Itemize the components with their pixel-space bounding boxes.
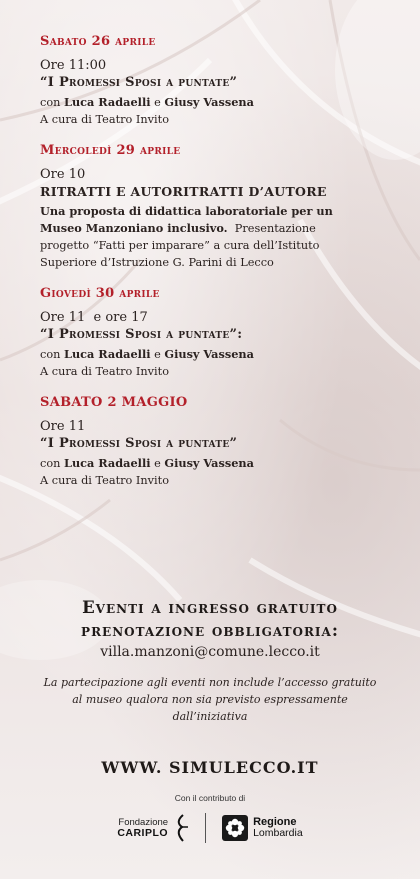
logo-divider <box>205 813 206 843</box>
regione-logo-subname: Lombardia <box>253 827 303 839</box>
booking-required-headline: prenotazione obbligatoria: <box>81 621 339 640</box>
event-item <box>40 34 385 128</box>
event-day: Giovedì 30 aprile <box>40 286 160 301</box>
cariplo-mark-icon <box>173 814 189 842</box>
event-day: SABATO 2 MAGGIO <box>40 395 188 410</box>
regione-lombardia-logo <box>222 815 303 841</box>
event-performers: con Luca Radaelli e Giusy Vassena <box>40 456 254 470</box>
cariplo-logo-name: CARIPLO <box>117 827 169 839</box>
regione-rose-icon <box>222 815 248 841</box>
event-day: Mercoledì 29 aprile <box>40 143 181 158</box>
event-item <box>40 395 385 489</box>
event-description: Una proposta di didattica laboratoriale per un <box>40 204 333 218</box>
event-description: Museo Manzoniano inclusivo. Presentazione <box>40 221 316 235</box>
booking-email-link[interactable]: villa.manzoni@comune.lecco.it <box>100 644 320 660</box>
event-performers: con Luca Radaelli e Giusy Vassena <box>40 347 254 361</box>
event-title: “I Promessi Sposi a puntate”: <box>40 327 243 342</box>
event-time: Ore 10 <box>40 167 86 182</box>
sponsor-logos <box>0 813 420 843</box>
event-performers: con Luca Radaelli e Giusy Vassena <box>40 95 254 109</box>
cariplo-logo-small-text: Fondazione <box>118 817 169 828</box>
event-title: “I Promessi Sposi a puntate” <box>40 436 238 451</box>
flyer-footer <box>0 596 420 843</box>
website-link[interactable]: WWW. SIMULECCO.IT <box>101 758 319 777</box>
event-list <box>40 34 385 504</box>
event-curated: A cura di Teatro Invito <box>40 474 169 487</box>
event-description: Superiore d’Istruzione G. Parini di Lecco <box>40 256 274 269</box>
event-time: Ore 11:00 <box>40 58 107 73</box>
fondazione-cariplo-logo <box>117 814 189 842</box>
event-item <box>40 286 385 380</box>
museum-access-note: La partecipazione agli eventi non include l’accesso gratuito al museo qualora non sia previsto espressamente dall’iniziativa <box>43 676 377 723</box>
event-description: progetto “Fatti per imparare” a cura dell’Istituto <box>40 239 320 252</box>
sponsor-caption: Con il contributo di <box>174 793 246 803</box>
event-curated: A cura di Teatro Invito <box>40 365 169 378</box>
regione-logo-name: Regione <box>253 816 297 828</box>
event-item <box>40 143 385 271</box>
event-time: Ore 11 <box>40 419 86 434</box>
event-time: Ore 11 e ore 17 <box>40 310 148 325</box>
free-entry-headline: Eventi a ingresso gratuito <box>82 598 338 617</box>
event-title: RITRATTI E AUTORITRATTI D’AUTORE <box>40 184 327 199</box>
event-day: Sabato 26 aprile <box>40 34 156 49</box>
event-curated: A cura di Teatro Invito <box>40 113 169 126</box>
event-title: “I Promessi Sposi a puntate” <box>40 75 238 90</box>
